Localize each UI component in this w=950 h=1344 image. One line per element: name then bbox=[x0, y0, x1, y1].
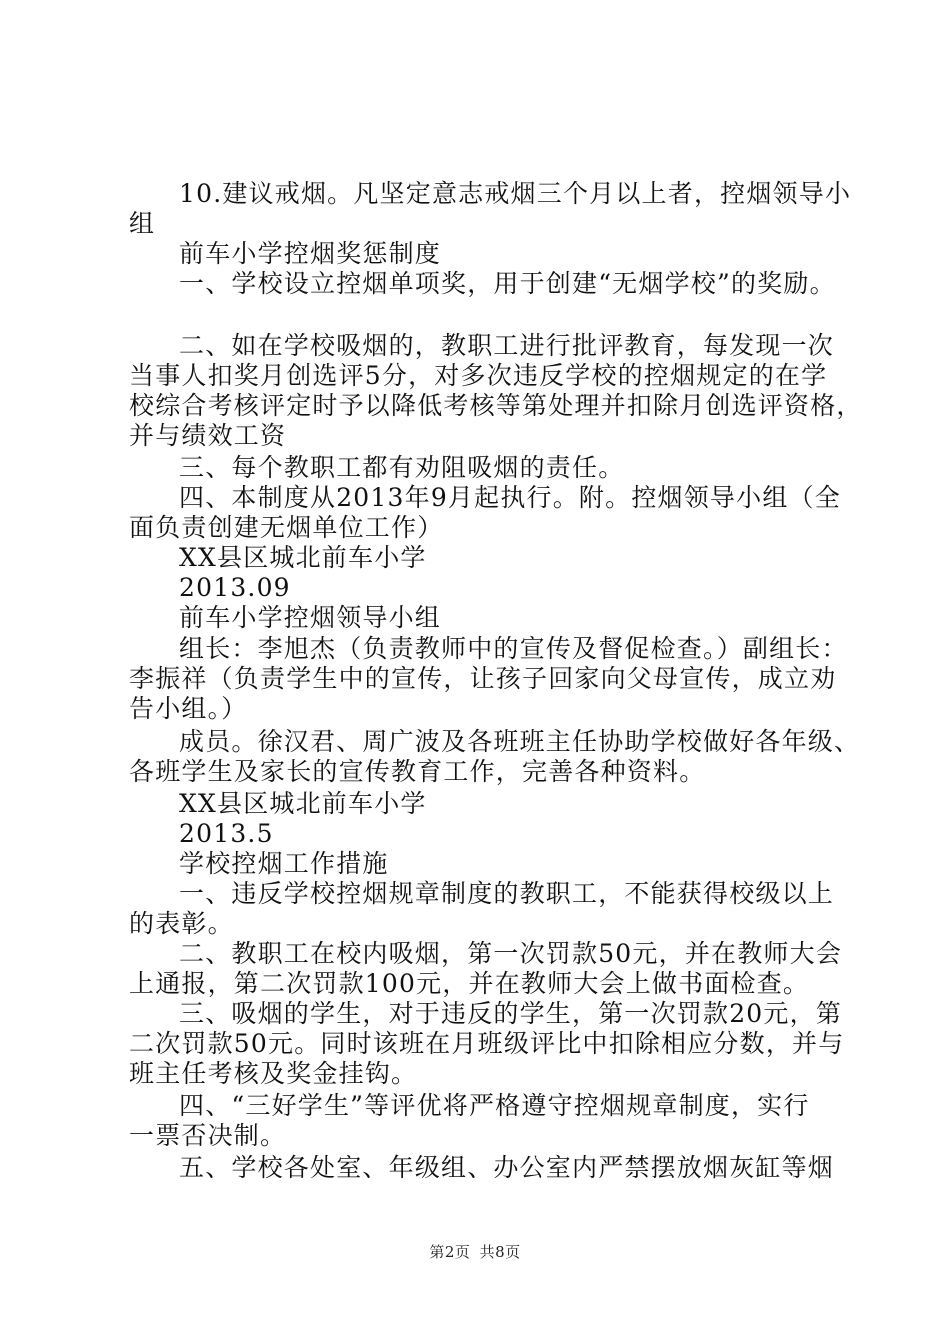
paragraph-line: 二、如在学校吸烟的，教职工进行批评教育，每发现一次 bbox=[179, 331, 835, 360]
signature-date: 2013.09 bbox=[179, 573, 291, 602]
signature-org: XX县区城北前车小学 bbox=[179, 543, 427, 572]
signature-date: 2013.5 bbox=[179, 819, 274, 848]
page-footer bbox=[0, 1241, 950, 1262]
paragraph-line: 并与绩效工资 bbox=[129, 421, 287, 450]
paragraph-line: 五、学校各处室、年级组、办公室内严禁摆放烟灰缸等烟 bbox=[179, 1153, 835, 1182]
paragraph-line: 一票否决制。 bbox=[129, 1121, 287, 1150]
section-title: 前车小学控烟奖惩制度 bbox=[179, 239, 442, 268]
paragraph-line: 组 bbox=[129, 209, 156, 238]
paragraph-line: 二次罚款50元。同时该班在月班级评比中扣除相应分数，并与 bbox=[129, 1029, 845, 1058]
paragraph-line: 一、违反学校控烟规章制度的教职工，不能获得校级以上 bbox=[179, 879, 835, 908]
paragraph-line: 三、每个教职工都有劝阻吸烟的责任。 bbox=[179, 453, 625, 482]
paragraph-line: 各班学生及家长的宣传教育工作，完善各种资料。 bbox=[129, 757, 706, 786]
paragraph-line: 当事人扣奖月创选评5分，对多次违反学校的控烟规定的在学 bbox=[129, 361, 828, 390]
paragraph-line: 四、“三好学生”等评优将严格遵守控烟规章制度，实行 bbox=[179, 1091, 810, 1120]
paragraph-line: 班主任考核及奖金挂钩。 bbox=[129, 1059, 418, 1088]
paragraph-line: 10.建议戒烟。凡坚定意志戒烟三个月以上者，控烟领导小 bbox=[179, 179, 852, 208]
paragraph-line: 校综合考核评定时予以降低考核等第处理并扣除月创选评资格， bbox=[129, 391, 863, 420]
paragraph-line: 的表彰。 bbox=[129, 909, 234, 938]
page-number: 第2页 bbox=[429, 1243, 471, 1261]
paragraph-line: 二、教职工在校内吸烟，第一次罚款50元，并在教师大会 bbox=[179, 939, 843, 968]
paragraph-line: 三、吸烟的学生，对于违反的学生，第一次罚款20元，第 bbox=[179, 999, 843, 1028]
paragraph-line: 面负责创建无烟单位工作） bbox=[129, 513, 444, 542]
paragraph-line: 上通报，第二次罚款100元，并在教师大会上做书面检查。 bbox=[129, 969, 810, 998]
signature-org: XX县区城北前车小学 bbox=[179, 789, 427, 818]
paragraph-line: 成员。徐汉君、周广波及各班班主任协助学校做好各年级、 bbox=[179, 727, 861, 756]
section-title: 前车小学控烟领导小组 bbox=[179, 603, 442, 632]
paragraph-line: 一、学校设立控烟单项奖，用于创建“无烟学校”的奖励。 bbox=[179, 269, 836, 298]
paragraph-line: 告小组。） bbox=[129, 694, 248, 723]
page-total: 共8页 bbox=[479, 1243, 521, 1261]
paragraph-line: 李振祥（负责学生中的宣传，让孩子回家向父母宣传，成立劝 bbox=[129, 664, 837, 693]
paragraph-line: 组长：李旭杰（负责教师中的宣传及督促检查。）副组长： bbox=[179, 634, 848, 663]
paragraph-line: 四、本制度从2013年9月起执行。附。控烟领导小组（全 bbox=[179, 483, 841, 512]
section-title: 学校控烟工作措施 bbox=[179, 849, 389, 878]
